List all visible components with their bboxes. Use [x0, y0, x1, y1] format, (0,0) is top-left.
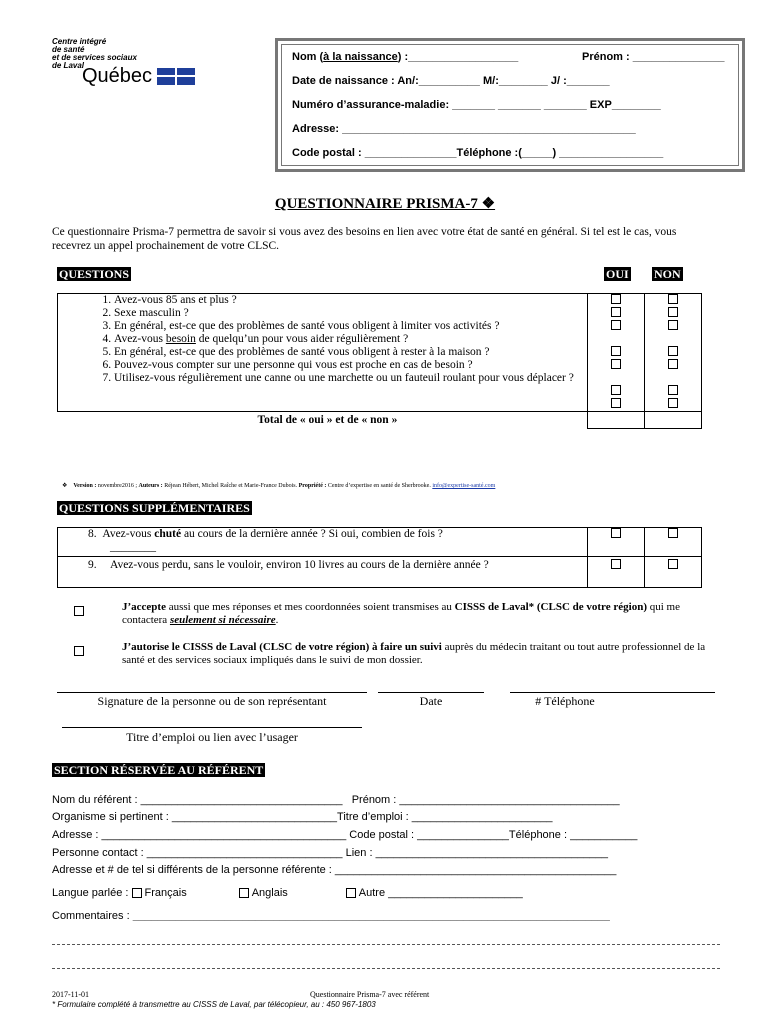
question-item: 9. Avez-vous perdu, sans le vouloir, environ 10 livres au cours de la dernière année ?: [58, 557, 588, 588]
oui-header: OUI: [606, 267, 629, 281]
question-item: 6. Pouvez-vous compter sur une personne qui vous est proche en cas de besoin ?: [114, 359, 587, 372]
oui-checkbox[interactable]: [611, 559, 621, 569]
table-row: [58, 294, 702, 412]
patient-info-box: [275, 38, 745, 172]
alt-address-field[interactable]: Adresse et # de tel si différents de la personne référente : ______________________________________________: [52, 864, 617, 876]
oui-checkbox[interactable]: [611, 528, 621, 538]
oui-checkbox[interactable]: [611, 346, 621, 356]
phone-line[interactable]: [510, 692, 715, 693]
org-line: et de services sociaux: [52, 53, 137, 62]
referent-address-field[interactable]: Adresse : ________________________________________ Code postal : _______________Téléphone : ___________: [52, 829, 638, 841]
non-checkbox[interactable]: [668, 307, 678, 317]
signature-line[interactable]: [57, 692, 367, 693]
quebec-wordmark: Québec: [82, 65, 153, 87]
contact-person-field[interactable]: Personne contact : ________________________________ Lien : ______________________________________: [52, 847, 609, 859]
health-insurance-field[interactable]: Numéro d’assurance-maladie: _______ _______ _______ EXP________: [292, 99, 661, 111]
table-row: [58, 528, 702, 557]
language-field: Langue parlée : Français Anglais Autre ______________________: [52, 887, 523, 899]
non-checkbox[interactable]: [668, 294, 678, 304]
referent-name-field[interactable]: Nom du référent : _________________________________ Prénom : ____________________________________: [52, 794, 620, 806]
version-bullet-icon: ❖: [62, 483, 74, 489]
question-item: 4. Avez-vous besoin de quelqu’un pour vous aider régulièrement ?: [114, 333, 587, 346]
total-non-field[interactable]: [645, 412, 702, 429]
question-item: 1. Avez-vous 85 ans et plus ?: [114, 294, 587, 307]
question-item: 2. Sexe masculin ?: [114, 307, 587, 320]
consent-accept-text: J’accepte aussi que mes réponses et mes coordonnées soient transmises au CISSS de Laval* (CLSC de votre région) qui me contactera seulement si nécessaire.: [122, 601, 680, 626]
footer-note: * Formulaire complété à transmettre au CISSS de Laval, par télécopieur, au : 450 967-1803: [52, 1000, 376, 1009]
table-row: [58, 557, 702, 588]
oui-checkbox[interactable]: [611, 385, 621, 395]
comments-line[interactable]: [52, 968, 720, 969]
birthdate-field[interactable]: Date de naissance : An/:__________ M/:________ J/ :_______: [292, 75, 610, 87]
footer-date: 2017-11-01: [52, 990, 90, 999]
supplementary-table: [57, 527, 702, 588]
total-oui-field[interactable]: [588, 412, 645, 429]
consent-accept-checkbox[interactable]: [74, 606, 84, 616]
total-label: Total de « oui » et de « non »: [58, 412, 588, 429]
question-item: 3. En général, est-ce que des problèmes de santé vous obligent à limiter vos activités ?: [114, 320, 587, 333]
non-column: [645, 294, 702, 412]
org-line: de Laval: [52, 61, 85, 70]
non-checkbox[interactable]: [668, 559, 678, 569]
job-title-label: Titre d’emploi ou lien avec l’usager: [126, 730, 298, 744]
supplementary-header: QUESTIONS SUPPLÉMENTAIRES: [59, 501, 250, 515]
oui-checkbox[interactable]: [611, 359, 621, 369]
other-checkbox[interactable]: [346, 888, 356, 898]
org-line: de santé: [52, 45, 85, 54]
non-header: NON: [654, 267, 681, 281]
consent-followup-checkbox[interactable]: [74, 646, 84, 656]
question-item: 5. En général, est-ce que des problèmes de santé vous obligent à rester à la maison ?: [114, 346, 587, 359]
page-title: QUESTIONNAIRE PRISMA-7 ❖: [274, 196, 496, 212]
total-row: [58, 412, 702, 429]
non-checkbox[interactable]: [668, 385, 678, 395]
questions-table: [57, 293, 702, 429]
postal-code-phone-field[interactable]: Code postal : _______________Téléphone :(_____) _________________: [292, 147, 664, 159]
comments-field[interactable]: Commentaires : ______________________________________________________________________________: [52, 910, 610, 922]
oui-checkbox[interactable]: [611, 398, 621, 408]
oui-checkbox[interactable]: [611, 307, 621, 317]
non-checkbox[interactable]: [668, 398, 678, 408]
organization-field[interactable]: Organisme si pertinent : ___________________________Titre d’emploi : _______________________: [52, 811, 553, 823]
question-item: 7. Utilisez-vous régulièrement une canne ou une marchette ou un fauteuil roulant pour vous déplacer ?: [114, 372, 587, 385]
address-field[interactable]: Adresse: ________________________________________________: [292, 123, 636, 135]
patient-firstname-field[interactable]: Prénom : _______________: [582, 51, 725, 63]
english-checkbox[interactable]: [239, 888, 249, 898]
date-label: Date: [419, 694, 443, 708]
quebec-logo: [82, 66, 195, 86]
questions-list: [58, 294, 587, 385]
email-link[interactable]: info@expertise-santé.com: [432, 483, 496, 489]
phone-label: # Téléphone: [535, 694, 595, 708]
french-checkbox[interactable]: [132, 888, 142, 898]
date-line[interactable]: [378, 692, 484, 693]
non-checkbox[interactable]: [668, 528, 678, 538]
questions-list-cell: [58, 294, 588, 412]
referent-header: SECTION RÉSERVÉE AU RÉFÉRENT: [54, 763, 264, 777]
consent-followup-text: J’autorise le CISSS de Laval (CLSC de votre région) à faire un suivi auprès du médecin traitant ou tout autre professionnel de la santé et des services sociaux impliqués dans le suivi de mon dossier.: [122, 641, 706, 666]
oui-checkbox[interactable]: [611, 294, 621, 304]
signature-label: Signature de la personne ou de son représentant: [97, 694, 327, 708]
version-line: ❖ Version : novembre2016 ; Auteurs : Réjean Hébert, Michel Raîche et Marie-France Dubois. Propriété : Centre d’expertise en santé de Sherbrooke. info@expertise-santé.com: [62, 483, 496, 489]
intro-text: Ce questionnaire Prisma-7 permettra de savoir si vous avez des besoins en lien avec votre état de santé en général. Si tel est le cas, vous recevrez un appel prochainement de votre CLSC.: [52, 226, 677, 252]
non-checkbox[interactable]: [668, 346, 678, 356]
oui-checkbox[interactable]: [611, 320, 621, 330]
patient-name-field[interactable]: Nom (à la naissance) :__________________: [292, 51, 519, 63]
job-title-line[interactable]: [62, 727, 362, 728]
footer-title: Questionnaire Prisma-7 avec référent: [310, 990, 430, 999]
org-line: Centre intégré: [52, 37, 107, 46]
non-checkbox[interactable]: [668, 359, 678, 369]
question-item: 8. Avez-vous chuté au cours de la dernière année ? Si oui, combien de fois ? ________: [58, 528, 588, 557]
comments-line[interactable]: [52, 944, 720, 945]
quebec-flag-icon: [157, 68, 195, 85]
non-checkbox[interactable]: [668, 320, 678, 330]
questions-header: QUESTIONS: [59, 267, 130, 281]
oui-column: [588, 294, 645, 412]
